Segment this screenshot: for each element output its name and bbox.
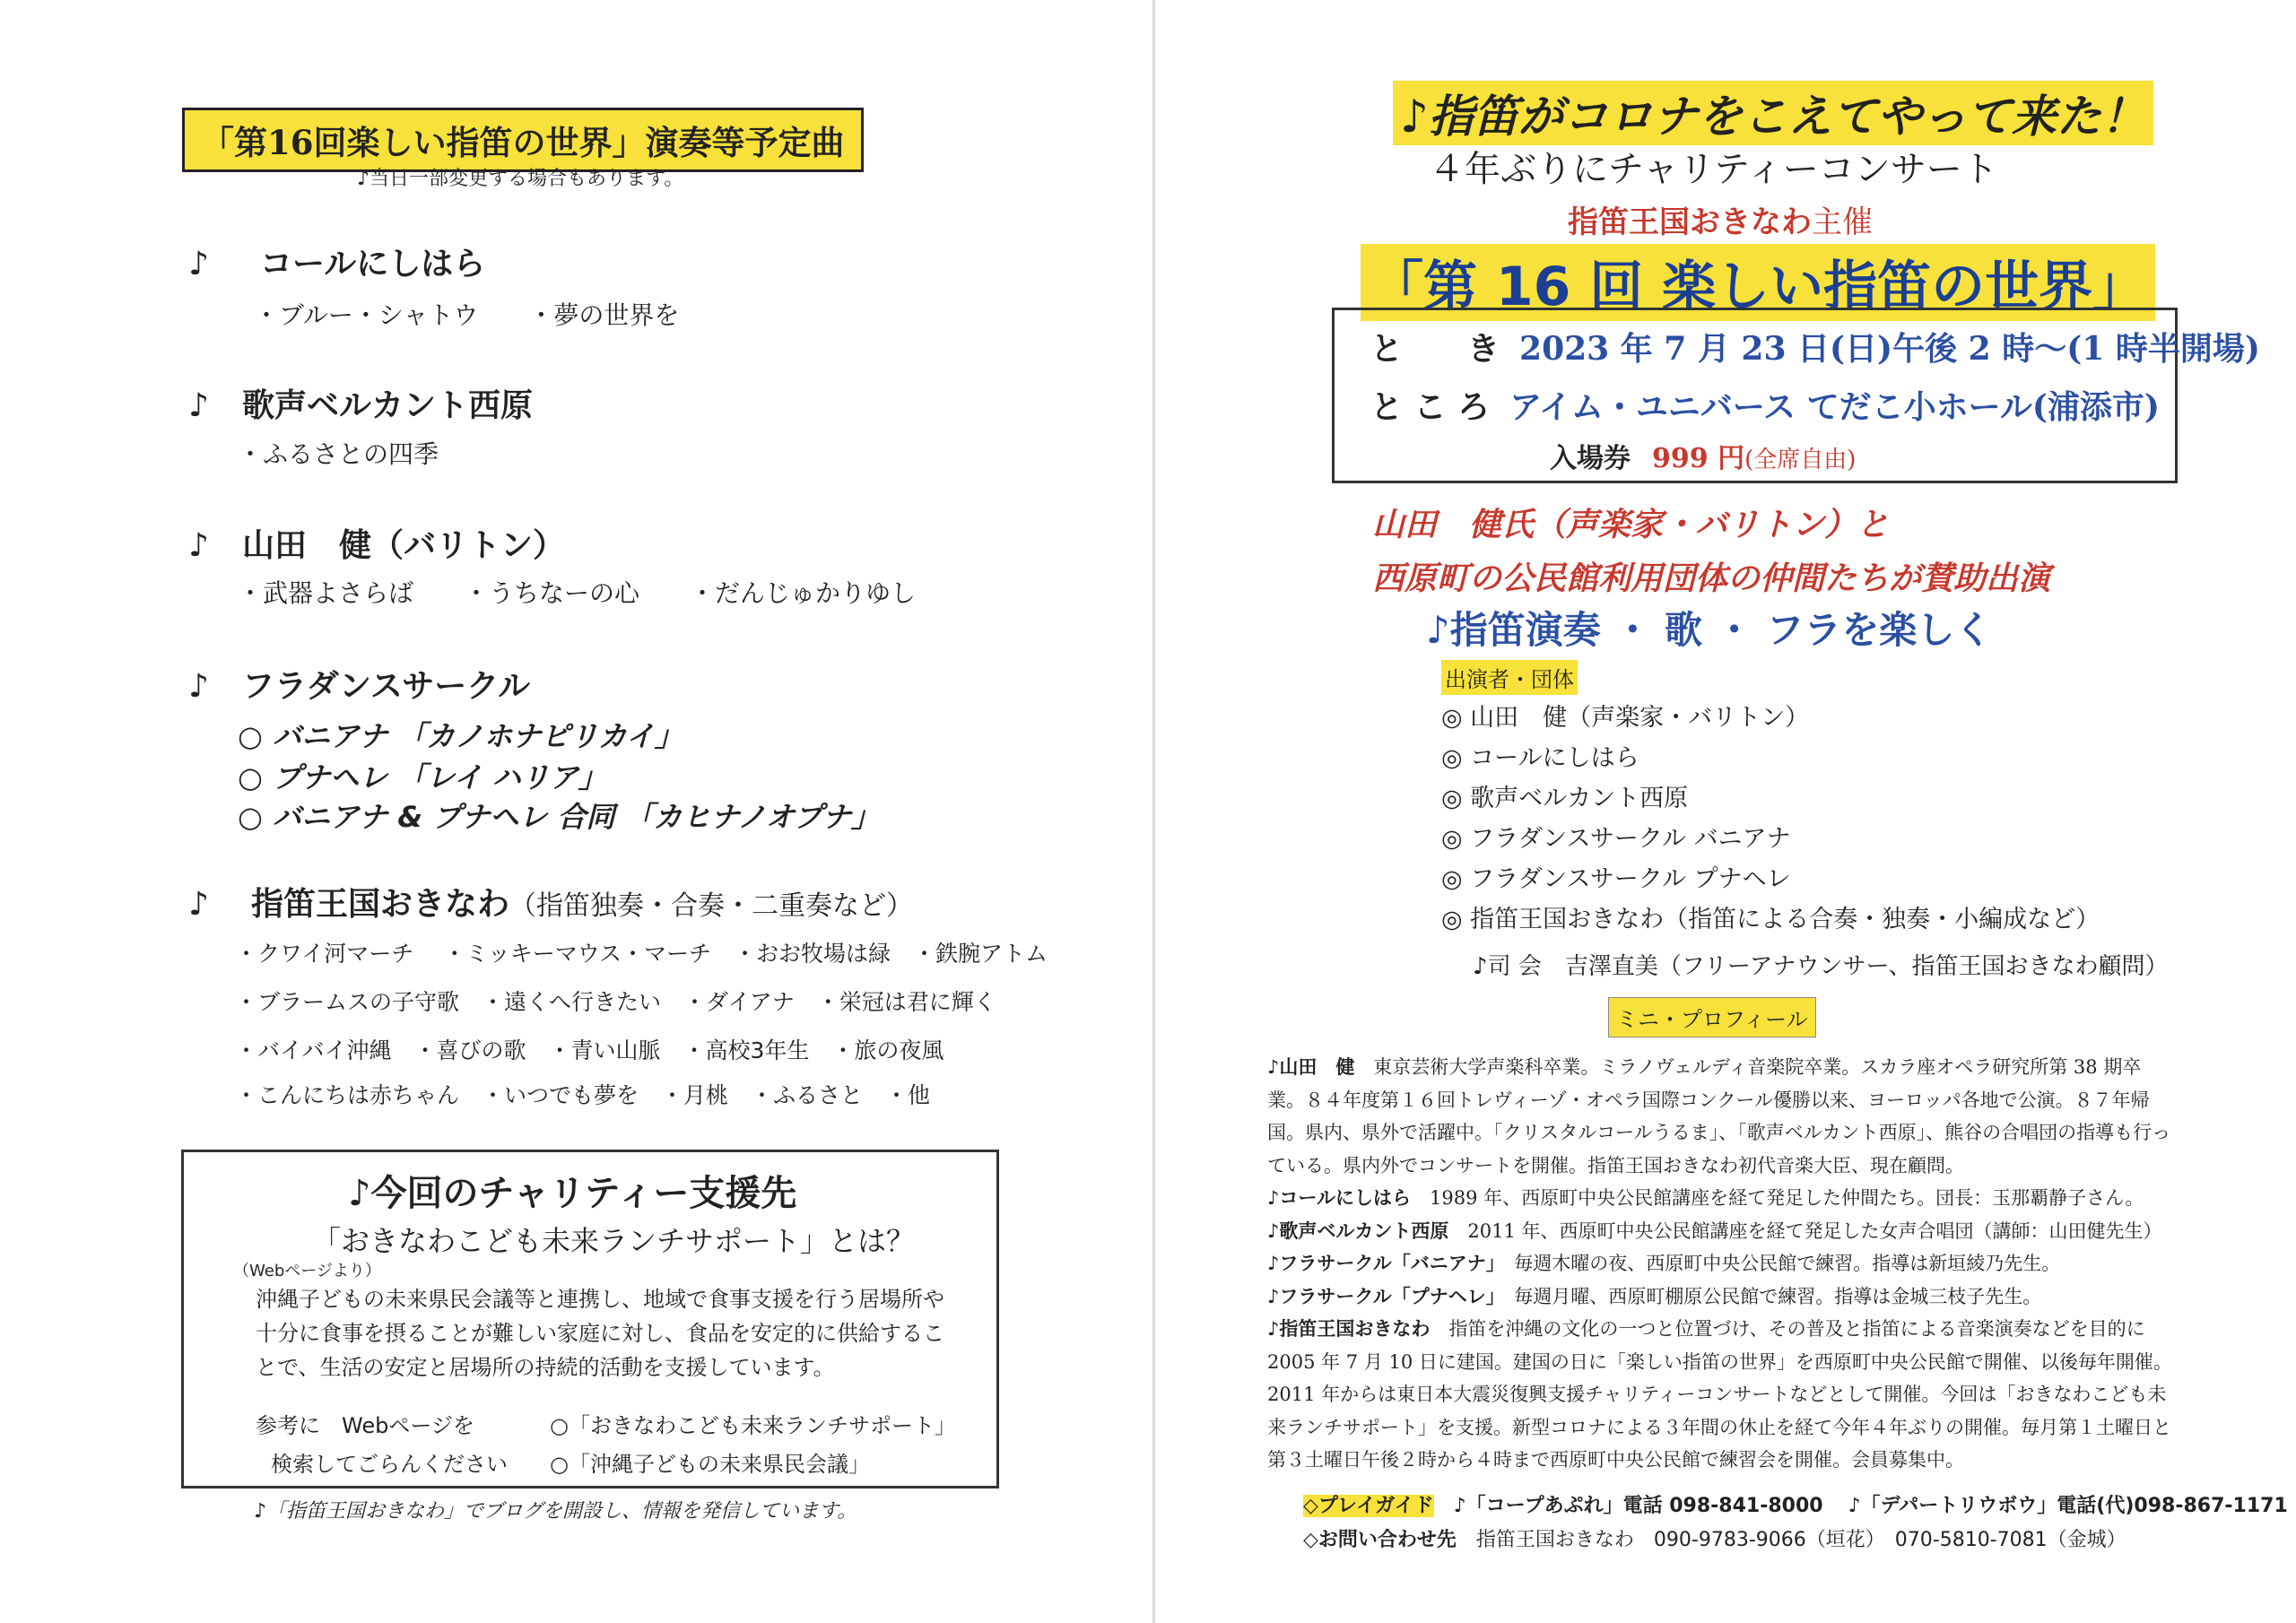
organizer-name: 指笛王国おきなわ — [1568, 204, 1812, 240]
profile-item — [1267, 1051, 2178, 1182]
blog-note: ♪「指笛王国おきなわ」でブログを開設し、情報を発信しています。 — [254, 1500, 857, 1523]
profile-item — [1267, 1313, 2178, 1477]
hula-item: ○ バニアナ & プナヘレ 合同 「カヒナノオプナ」 — [238, 800, 881, 834]
group-name: 山田 健（バリトン） — [242, 527, 566, 564]
ticket-note: (全席自由) — [1744, 447, 1857, 473]
group-heading — [188, 380, 533, 426]
profile-item — [1267, 1280, 2178, 1314]
profile-text: 指笛を沖縄の文化の一つと位置づけ、その普及と指笛による音楽演奏などを目的に 2005 年 7 月 10 日に建国。建国の日に「楽しい指笛の世界」を西原町中央公民館で開催、以後毎年開催。2011 年からは東日本大震災復興支援チャリティーコンサートなどとして開催。今回は「おきなわこども未来ランチサポート」を支援。新型コロナによる３年間の休止を経て今年４年ぶりの開催。毎月第１土曜日と第３土曜日午後２時から４時まで西原町中央公民館で練習会を開催。会員募集中。 — [1267, 1318, 2172, 1471]
group-paren: （指笛独奏・合奏・二重奏など） — [509, 890, 914, 922]
support-link-2: ○「沖縄子どもの未来県民会議」 — [550, 1452, 870, 1477]
charity-support-box — [181, 1150, 999, 1488]
program-title: 「第16回楽しい指笛の世界」演奏等予定曲 — [182, 108, 864, 172]
group-name: コールにしはら — [260, 246, 486, 282]
profile-text: 毎週月曜、西原町棚原公民館で練習。指導は金城三枝子先生。 — [1514, 1285, 2042, 1307]
support-source: （Webページより） — [233, 1262, 381, 1280]
performer-item: ◎ フラダンスサークル プナヘレ — [1441, 865, 1791, 893]
profile-text: 2011 年、西原町中央公民館講座を経て発足した女声合唱団（講師：山田健先生） — [1467, 1219, 2162, 1242]
organizer — [1568, 197, 1873, 241]
inquiry-value: 指笛王国おきなわ 090-9783-9066（垣花） 070-5810-7081（金城） — [1475, 1529, 2126, 1551]
performer-item: ◎ 指笛王国おきなわ（指笛による合奏・独奏・小編成など） — [1441, 906, 2100, 933]
guest-line-1: 山田 健氏（声楽家・バリトン）と — [1372, 507, 1890, 543]
profile-label: ミニ・プロフィール — [1608, 997, 1816, 1037]
profile-item — [1267, 1247, 2178, 1280]
group-heading — [188, 661, 530, 707]
where-label: と こ ろ — [1370, 388, 1491, 426]
group-heading — [188, 239, 485, 284]
music-note-icon: ♪ — [188, 668, 209, 705]
group-name: フラダンスサークル — [242, 668, 531, 705]
music-note-icon: ♪ — [188, 387, 209, 424]
performers-label: 出演者・団体 — [1441, 660, 1578, 695]
playguide-row — [1303, 1490, 2288, 1518]
guest-line-2: 西原町の公民館利用団体の仲間たちが賛助出演 — [1372, 560, 2051, 597]
right-page — [1157, 0, 2296, 1623]
ticket-price: 999 円 — [1652, 443, 1745, 474]
playguide-label: ◇プレイガイド — [1303, 1495, 1434, 1517]
profile-name: ♪指笛王国おきなわ — [1267, 1318, 1431, 1340]
group-songs: ・武器よさらば ・うちなーの心 ・だんじゅかりゆし — [238, 578, 917, 608]
change-note: ♪当日一部変更する場合もあります。 — [357, 168, 684, 190]
where-value: アイム・ユニバース てだこ小ホール(浦添市) — [1509, 388, 2160, 426]
profile-name: ♪フラサークル「プナヘレ」 — [1267, 1285, 1496, 1307]
music-note-icon: ♪ — [188, 886, 209, 923]
group-heading — [188, 520, 565, 566]
mc-line: ♪司 会 吉澤直美（フリーアナウンサー、指笛王国おきなわ顧問） — [1473, 953, 2169, 980]
playguide-1: ♪「コープあぷれ」電話 098-841-8000 — [1453, 1495, 1823, 1517]
profile-item — [1267, 1215, 2178, 1248]
playguide-2: ♪「デパートリウボウ」電話(代)098-867-1171 — [1848, 1495, 2288, 1517]
group-heading — [188, 879, 913, 924]
hula-item: ○ バニアナ 「カノホナピリカイ」 — [238, 719, 683, 753]
support-ref-1: 参考に Webページを — [256, 1413, 474, 1438]
music-note-icon: ♪ — [188, 246, 209, 282]
event-title: 「第 16 回 楽しい指笛の世界」 — [1361, 244, 2155, 321]
profile-name: ♪歌声ベルカント西原 — [1267, 1219, 1449, 1242]
profile-name: ♪フラサークル「バニアナ」 — [1267, 1253, 1496, 1274]
inquiry-row — [1303, 1524, 2126, 1552]
profile-text: 1989 年、西原町中央公民館講座を経て発足した仲間たち。団長：玉那覇静子さん。 — [1429, 1187, 2144, 1209]
song-line: ・バイバイ沖縄 ・喜びの歌 ・青い山脈 ・高校3年生 ・旅の夜風 — [235, 1037, 944, 1063]
page-fold — [1152, 0, 1155, 1623]
performer-item: ◎ 山田 健（声楽家・バリトン） — [1441, 704, 1810, 732]
performer-item: ◎ コールにしはら — [1441, 744, 1639, 772]
profile-text: 毎週木曜の夜、西原町中央公民館で練習。指導は新垣綾乃先生。 — [1514, 1253, 2061, 1274]
where-row — [1370, 382, 2160, 428]
support-ref-2: 検索してごらんください — [271, 1452, 508, 1477]
support-question: 「おきなわこども未来ランチサポート」とは？ — [312, 1224, 916, 1258]
profile-section — [1267, 1051, 2178, 1477]
group-name: 歌声ベルカント西原 — [242, 387, 534, 424]
group-songs: ・ブルー・シャトウ ・夢の世界を — [254, 300, 680, 330]
performer-item: ◎ 歌声ベルカント西原 — [1441, 785, 1689, 812]
support-link-1: ○「おきなわこども未来ランチサポート」 — [550, 1413, 956, 1438]
song-line: ・こんにちは赤ちゃん ・いつでも夢を ・月桃 ・ふるさと ・他 — [235, 1082, 931, 1108]
ticket-label: 入場券 — [1550, 443, 1631, 474]
inquiry-label: ◇お問い合わせ先 — [1303, 1529, 1457, 1551]
music-note-icon: ♪ — [188, 527, 209, 564]
support-body: 沖縄子どもの未来県民会議等と連携し、地域で食事支援を行う居場所や十分に食事を摂ることが難しい家庭に対し、食品を安定的に供給することで、生活の安定と居場所の持続的活動を支援しています。 — [256, 1287, 944, 1380]
profile-name: ♪コールにしはら — [1267, 1187, 1411, 1209]
support-heading: ♪今回のチャリティー支援先 — [348, 1173, 797, 1214]
song-line: ・クワイ河マーチ ・ミッキーマウス・マーチ ・おお牧場は緑 ・鉄腕アトム — [235, 941, 1048, 967]
profile-item — [1267, 1182, 2178, 1215]
when-value: 2023 年 7 月 23 日(日)午後 2 時～(1 時半開場) — [1519, 330, 2260, 368]
performers-list — [1441, 698, 2100, 940]
headline: ♪指笛がコロナをこえてやって来た！ — [1393, 81, 2153, 145]
profile-text: 東京芸術大学声楽科卒業。ミラノヴェルディ音楽院卒業。スカラ座オペラ研究所第 38 期卒業。８４年度第１６回トレヴィーゾ・オペラ国際コンクール優勝以来、ヨーロッパ各地で公演。８７年帰国。県内、県外で活躍中。「クリスタルコールうるま」、「歌声ベルカント西原」、熊谷の合唱団の指導も行っている。県内外でコンサートを開催。指笛王国おきなわ初代音楽大臣、現在顧問。 — [1267, 1056, 2171, 1176]
hula-item: ○ プナヘレ 「レイ ハリア」 — [238, 760, 607, 794]
tagline: ♪指笛演奏 ・ 歌 ・ フラを楽しく — [1426, 608, 1993, 652]
when-row — [1370, 324, 2260, 369]
organizer-suffix: 主催 — [1812, 204, 1873, 240]
event-info-box — [1332, 308, 2260, 483]
group-name: 指笛王国おきなわ — [251, 886, 510, 923]
ticket-row — [1550, 436, 1856, 475]
group-songs: ・ふるさとの四季 — [238, 439, 439, 469]
when-label: と き — [1370, 330, 1500, 368]
subhead: ４年ぶりにチャリティーコンサート — [1429, 149, 1998, 190]
profile-name: ♪山田 健 — [1267, 1056, 1355, 1078]
song-line: ・ブラームスの子守歌 ・遠くへ行きたい ・ダイアナ ・栄冠は君に輝く — [235, 989, 996, 1015]
performer-item: ◎ フラダンスサークル バニアナ — [1441, 825, 1791, 853]
